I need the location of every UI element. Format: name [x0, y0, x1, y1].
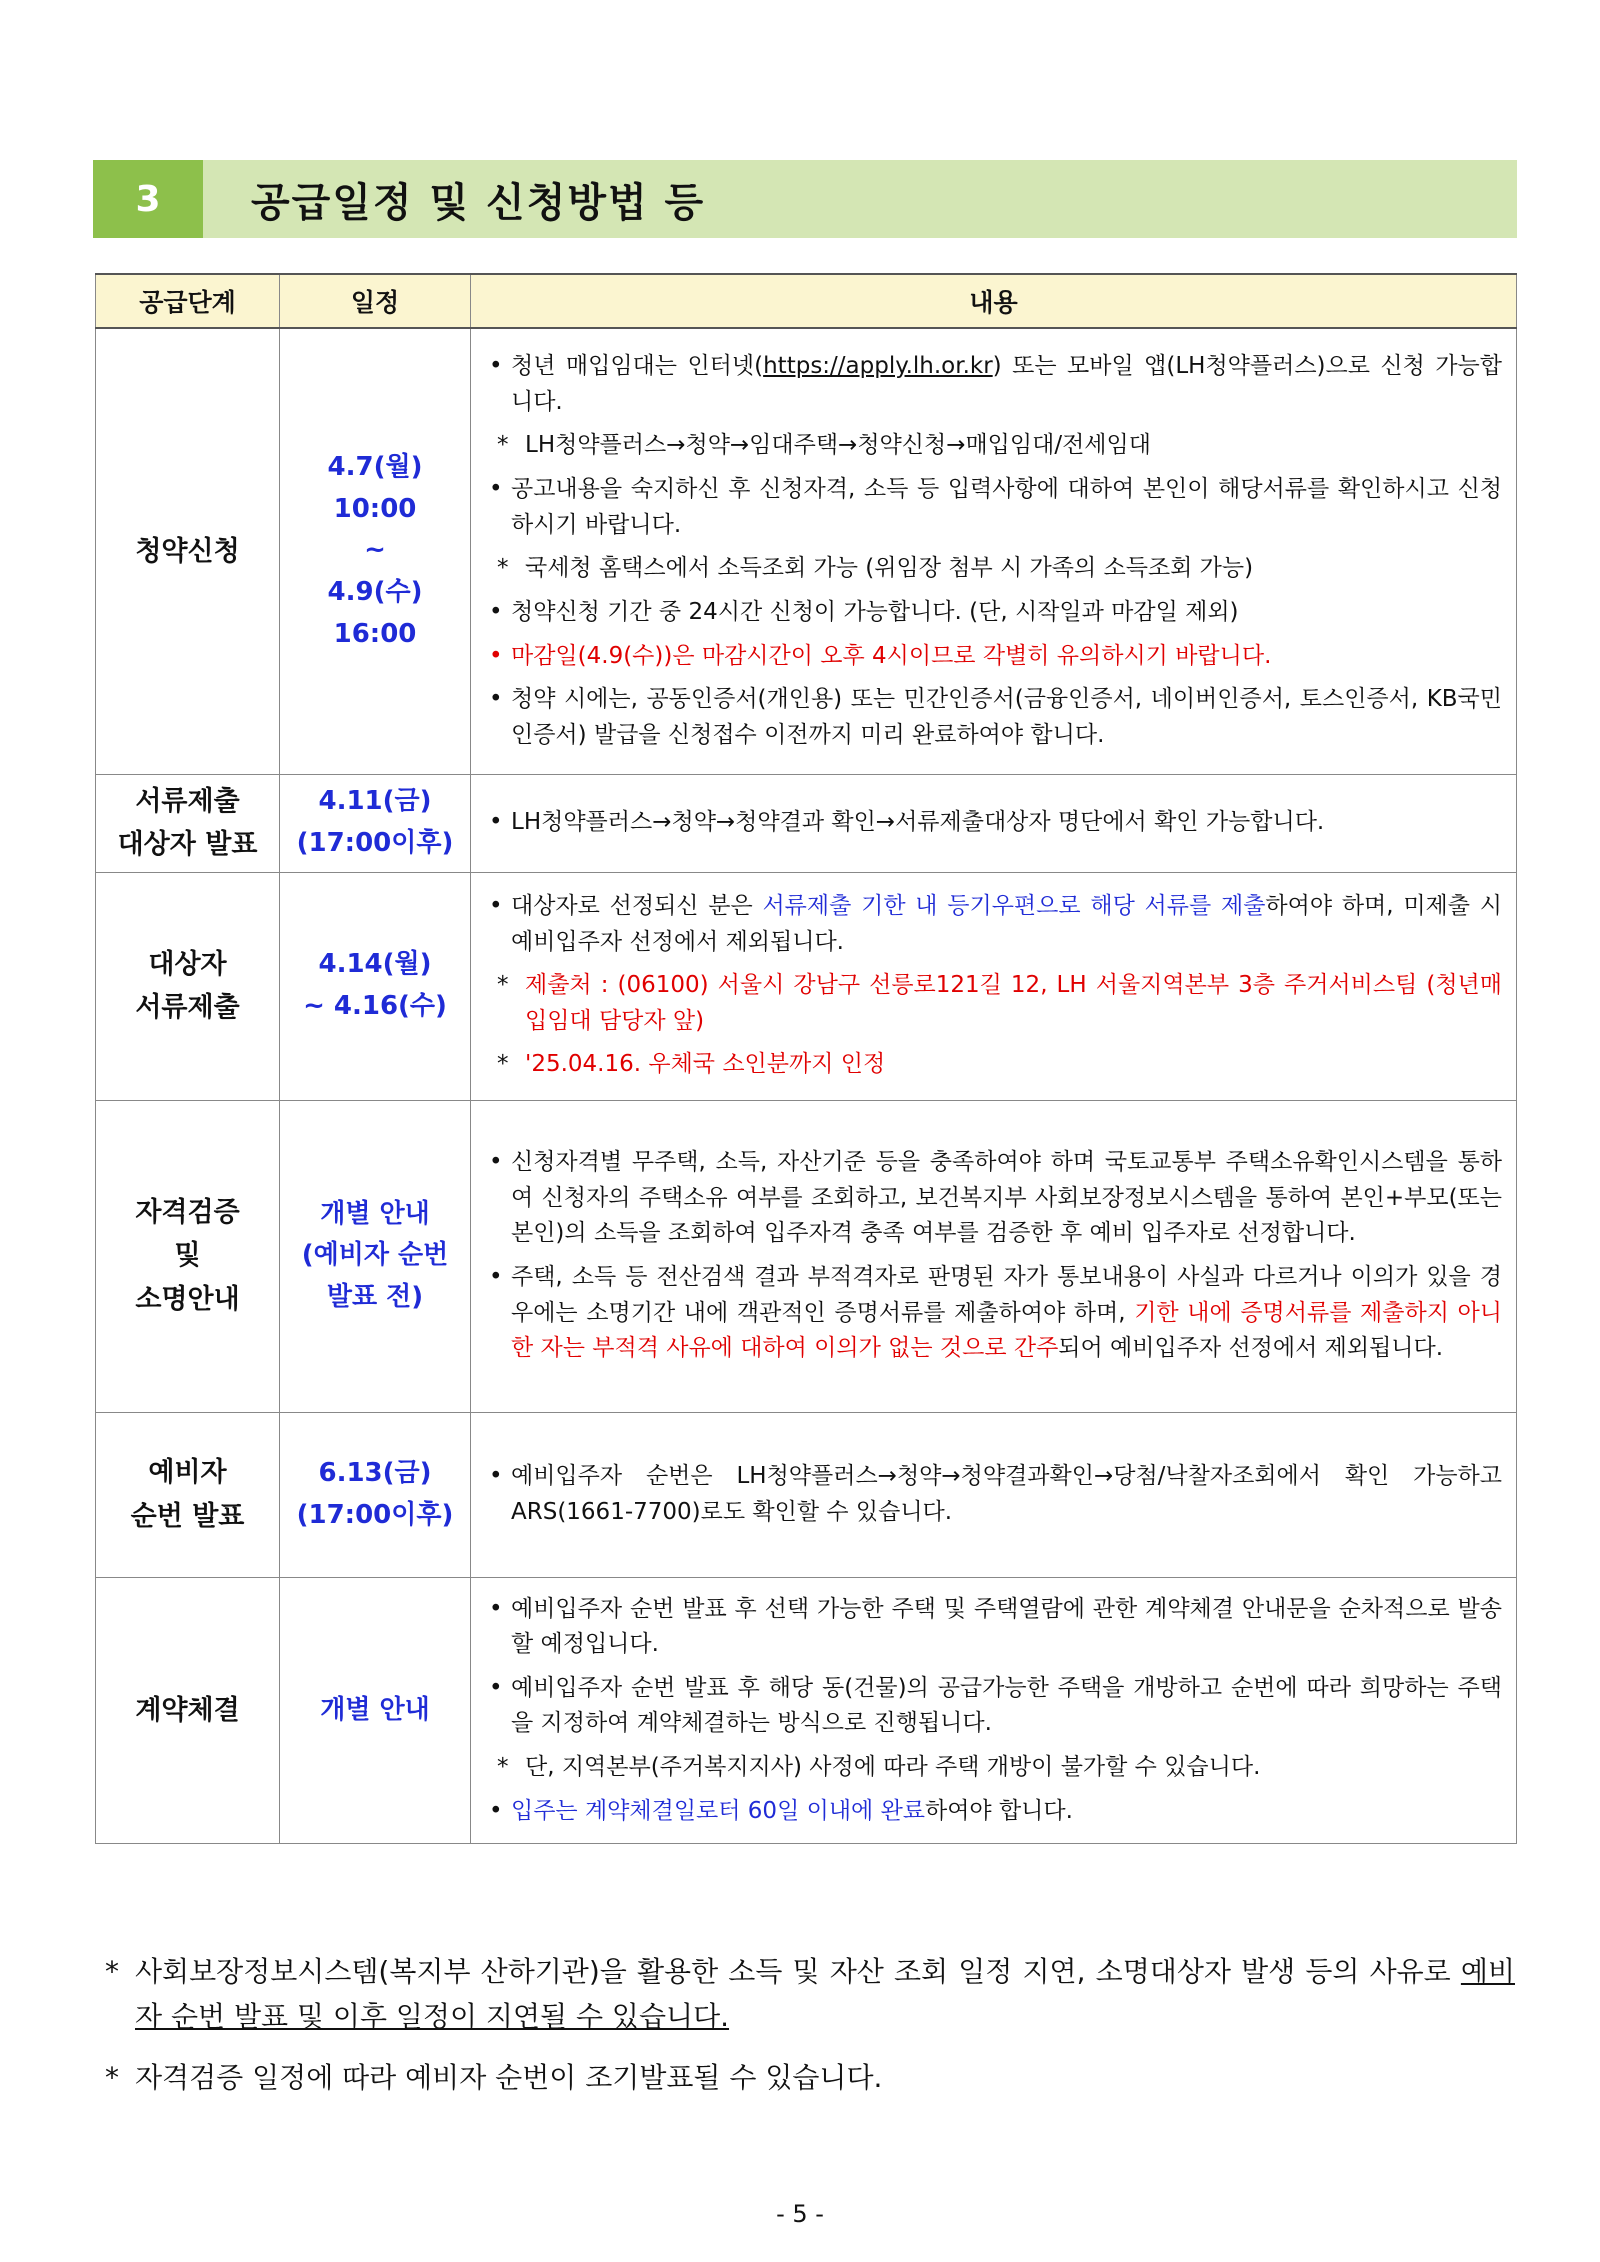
date-cell: [280, 872, 471, 1100]
content-list: [485, 805, 1502, 841]
note-item: [485, 968, 1502, 1039]
bullet-item: [485, 805, 1502, 841]
date-line: ~ 4.16(수): [303, 991, 447, 1021]
text-run: 서류제출 기한 내 등기우편으로 해당 서류를 제출: [762, 892, 1266, 919]
table-row: [96, 1577, 1517, 1844]
date-line: 개별 안내: [320, 1198, 430, 1229]
text-run: 미제출 시 예비입주자 선정에서 제외: [511, 892, 1502, 955]
note-item: [485, 551, 1502, 587]
text-run: 으로 진행됩니다.: [821, 1710, 992, 1737]
content-list: [485, 889, 1502, 1083]
text-run: 됩니다.: [770, 928, 844, 955]
text-run: 예비입주자 순번 발표 후 해당 동(건물)의 공급가능한 주택을 개방하고: [511, 1674, 1231, 1701]
text-run: 제출처 : (06100) 서울시 강남구 선릉로121길 12, LH 서울지역본부 3층 주거서비스팀 (청년매입임대 담당자 앞): [525, 972, 1502, 1034]
text-run: 하여야 합니다.: [925, 1797, 1073, 1824]
stage-line: 예비자: [148, 1457, 227, 1489]
stage-cell: [96, 328, 280, 774]
stage-cell: [96, 1100, 280, 1412]
date-line: 개별 안내: [320, 1694, 430, 1725]
content-cell: [471, 1100, 1517, 1412]
stage-line: 대상자 발표: [117, 829, 258, 860]
header-stage: 공급단계: [96, 274, 280, 328]
date-line: 발표 전): [326, 1281, 424, 1312]
text-run: 순번에 따라 희망하는 주택을 지정하여 계약체결하는 방식: [511, 1674, 1502, 1737]
page-number: - 5 -: [776, 2200, 824, 2228]
date-line: ~: [364, 535, 386, 566]
date-cell: [280, 1412, 471, 1577]
text-run: 예비자 순번 발표 및 이후 일정이 지연될 수 있습니다.: [135, 1955, 1515, 2033]
footnote-item: [105, 2056, 1515, 2101]
text-run: LH청약플러스→청약→청약결과 확인→서류제출대상자 명단: [511, 809, 1103, 836]
date-line: 4.9(수): [327, 577, 423, 608]
text-run: https://apply.lh.or.kr: [763, 353, 993, 380]
date-line: (17:00이후): [296, 1499, 454, 1530]
content-cell: [471, 328, 1517, 774]
text-run: 공고내용을 숙지하신 후 신청자격, 소득 등 입력사항에 대하여 본인이 해당서류를 확인하시고 신청하시기 바랍니다.: [511, 475, 1502, 538]
bullet-item: [485, 349, 1502, 420]
text-run: 할 예정입니다.: [511, 1631, 659, 1658]
text-run: 되어 예비입주자 선정에서 제외됩니다.: [1058, 1335, 1444, 1362]
table-row: [96, 872, 1517, 1100]
stage-line: 순번 발표: [130, 1500, 245, 1532]
text-run: 청년 매입임대는: [511, 353, 688, 380]
text-run: 신청자격별: [511, 1149, 632, 1176]
text-run: (단, 시작일과 마감일 제외): [969, 598, 1239, 625]
table-row: [96, 774, 1517, 872]
text-run: 예비입주자 순번 발표 후: [511, 1595, 757, 1622]
date-cell: [280, 774, 471, 872]
text-run: ARS(1661-7700): [511, 1498, 701, 1525]
bullet-item: [485, 1671, 1502, 1742]
text-run: 무주택, 소득, 자산기준 등을 충족하여야 하며: [631, 1149, 1096, 1176]
date-line: 16:00: [333, 618, 417, 649]
text-run: 로도 확인할 수 있습니다.: [700, 1498, 953, 1525]
stage-line: 소명안내: [135, 1283, 240, 1315]
text-run: 이의가 있을 경우에는 소명기간 내에 객관적인 증명서류를 제출하여야 하며,: [511, 1264, 1503, 1326]
text-run: 인터넷(: [687, 353, 764, 380]
date-line: (예비자 순번: [301, 1240, 449, 1271]
date-cell: [280, 1577, 471, 1844]
table-body: [96, 328, 1517, 1844]
text-run: 에서 확인 가능하고: [1276, 1462, 1502, 1489]
stage-line: 대상자: [148, 948, 227, 980]
text-run: LH청약플러스→청약→임대주택→청약신청→매입임대/전세임대: [525, 432, 1151, 459]
text-run: 마감일(4.9(수))은 마감시간이 오후 4시이므로 각별히 유의하시기 바랍니다.: [511, 642, 1272, 669]
text-run: 주택, 소득 등 전산검색 결과: [511, 1264, 808, 1290]
table-row: [96, 328, 1517, 774]
text-run: 기한 내에 증명서류를 제출하지 아니한 자는 부적격 사유에 대하여 이의가 없는 것으로 간주: [511, 1299, 1502, 1362]
bullet-item: [485, 595, 1502, 631]
text-run: 으로 신청 가능합니다.: [511, 353, 1502, 415]
stage-line: 및: [174, 1240, 201, 1272]
bullet-item: [485, 889, 1502, 960]
date-line: 6.13(금): [318, 1457, 432, 1488]
date-line: 4.11(금): [318, 786, 432, 817]
content-cell: [471, 1412, 1517, 1577]
text-run: 예비입주자 순번은: [511, 1462, 737, 1489]
bullet-item: [485, 1145, 1502, 1252]
content-list: [485, 1145, 1502, 1367]
content-list: [485, 349, 1502, 753]
text-run: 국토교통부 주택소유확인시스템을 통하여 신청자의 주택소유 여부를 조회하고, 보건복지부 사회보장정보시스템을 통하여 본인+부모(또는 본인)의 소득을 조회하여: [511, 1149, 1502, 1247]
schedule-table: [95, 273, 1517, 1844]
stage-line: 자격검증: [135, 1197, 240, 1229]
content-list: [485, 1592, 1502, 1830]
text-run: 단, 지역본부(주거복지지사) 사정에 따라 주택 개방이 불가할 수 있습니다.: [525, 1754, 1261, 1781]
stage-line: 청약신청: [135, 535, 240, 567]
content-cell: [471, 1577, 1517, 1844]
stage-cell: [96, 774, 280, 872]
header-content: 내용: [471, 274, 1517, 328]
bullet-item: [485, 682, 1502, 753]
section-number: 3: [93, 160, 203, 238]
date-line: 4.14(월): [318, 949, 432, 980]
text-run: 청약신청 기간 중 24시간 신청이 가능합니다.: [511, 598, 970, 625]
bullet-item: [485, 1592, 1502, 1663]
bullet-item: [485, 1794, 1502, 1830]
date-cell: [280, 328, 471, 774]
text-run: 국세청 홈택스에서 소득조회 가능 (위임장 첨부 시 가족의 소득조회 가능): [525, 555, 1254, 582]
text-run: 공동인증서(개인용) 또는 민간인증서(금융인증서, 네이버인증서, 토스인증서, KB국민인증서) 발급: [511, 686, 1502, 748]
footnotes: [105, 1950, 1515, 2116]
date-line: 4.7(월): [327, 452, 423, 483]
footnote-item: [105, 1950, 1515, 2040]
text-run: 선택 가능한 주택 및 주택열람에 관한: [756, 1595, 1146, 1622]
stage-cell: [96, 1577, 280, 1844]
text-run: 입주자격 충족 여부를 검증한 후 예비 입주자로 선정합니다.: [764, 1220, 1356, 1247]
content-cell: [471, 872, 1517, 1100]
content-list: [485, 1459, 1502, 1530]
bullet-item: [485, 639, 1502, 675]
text-run: 계약체결 안내문을 순차적으로 발송: [1145, 1595, 1502, 1622]
header-schedule: 일정: [280, 274, 471, 328]
stage-line: 계약체결: [135, 1694, 240, 1726]
section-title: 공급일정 및 신청방법 등: [251, 179, 706, 226]
text-run: 을 신청접수 이전까지 미리 완료하여야 합니다.: [638, 721, 1105, 748]
stage-cell: [96, 872, 280, 1100]
stage-line: 서류제출: [135, 785, 240, 817]
text-run: '25.04.16. 우체국 소인분까지 인정: [525, 1051, 886, 1078]
text-run: ) 또는 모바일 앱(LH청약플러스): [992, 353, 1326, 380]
date-cell: [280, 1100, 471, 1412]
text-run: 부적격자로 판명된 자가: [807, 1264, 1048, 1290]
bullet-item: [485, 1459, 1502, 1530]
text-run: 대상자로 선정되신 분은: [511, 892, 763, 919]
bullet-item: [485, 1260, 1502, 1367]
text-run: 사회보장정보시스템(복지부 산하기관)을 활용한 소득 및 자산 조회 일정 지연, 소명대상자 발생 등의 사유로: [135, 1955, 1461, 1988]
text-run: 자격검증 일정에 따라 예비자 순번이 조기발표될 수 있습니다.: [135, 2060, 883, 2094]
text-run: 입주는 계약체결일로터 60일 이내에 완료: [511, 1797, 925, 1824]
text-run: 에서 확인 가능합니다.: [1102, 809, 1325, 836]
date-line: 10:00: [333, 493, 417, 524]
content-cell: [471, 774, 1517, 872]
text-run: LH청약플러스→청약→청약결과확인→당첨/낙찰자조회: [736, 1462, 1277, 1489]
stage-cell: [96, 1412, 280, 1577]
stage-line: 서류제출: [135, 992, 240, 1023]
table-row: [96, 1100, 1517, 1412]
text-run: 통보내용이 사실과 다르거나: [1048, 1264, 1351, 1290]
table-header-row: [96, 274, 1517, 328]
section-heading: [93, 160, 1517, 238]
bullet-item: [485, 472, 1502, 543]
note-item: [485, 1047, 1502, 1083]
text-run: 하여야 하며,: [1265, 892, 1404, 919]
note-item: [485, 1750, 1502, 1786]
text-run: 청약 시에는,: [511, 686, 647, 713]
table-row: [96, 1412, 1517, 1577]
note-item: [485, 428, 1502, 464]
date-line: (17:00이후): [296, 828, 454, 858]
